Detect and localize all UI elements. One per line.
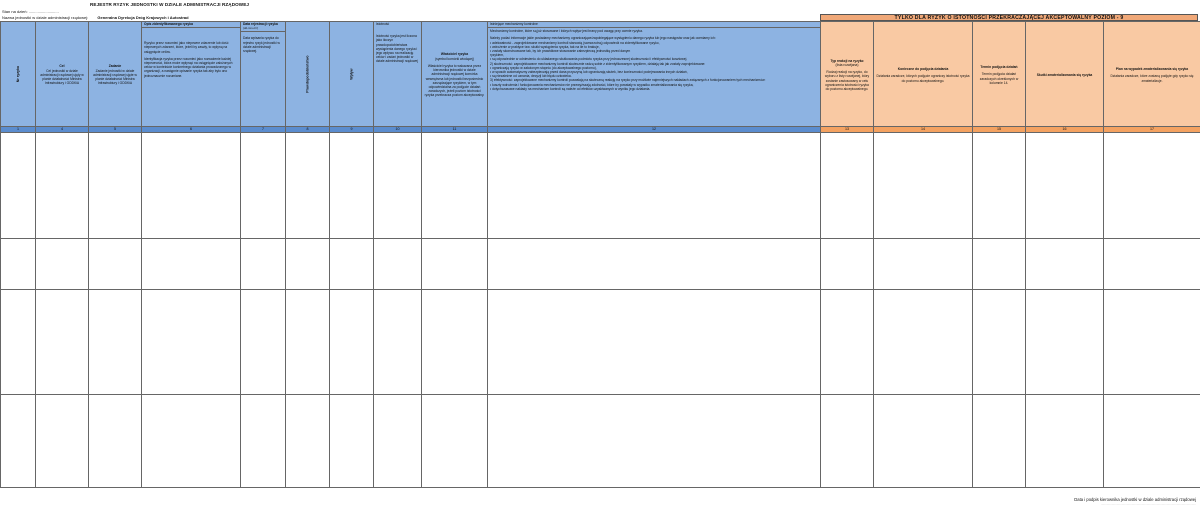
col-skutki-title: Skutki zmaterializowania się ryzyka [1036,72,1093,77]
table-cell[interactable] [874,395,973,488]
col-mechanizmy-title: Istniejące mechanizmy kontrolne [488,22,820,28]
col-opis-desc2: Identyfikacja ryzyka przez rozumieć jako rozważenie każdej niepewności, która może wpłynąć na osiągnięcie założonych celów w kontekście konkretnego działania prowadzonego w organizacji, a następnie opisanie ryzyka tak aby było ono jednoznacznie rozumiane. [144,56,233,78]
table-cell[interactable] [36,395,89,488]
col-cel-title: Cel [59,64,65,69]
table-cell[interactable] [89,395,142,488]
col-cel [36,22,89,127]
col-prawdopodobienstwo: Prawdopodobieństwo [286,22,330,127]
signature-line: .................................................................................................................. [1100,502,1196,506]
col-data-title: Data rejestracji ryzyka [243,22,278,26]
table-cell[interactable] [142,290,241,395]
col-nr-ryzyka: Nr ryzyka [1,22,36,127]
table-cell[interactable] [241,395,286,488]
col-zadanie [89,22,142,127]
table-cell[interactable] [973,133,1026,239]
table-cell[interactable] [241,239,286,290]
table-cell[interactable] [1,133,36,239]
unit-name: Generalna Dyrekcja Dróg Krajowych i Autostrad [97,15,189,20]
table-cell[interactable] [874,290,973,395]
table-cell[interactable] [874,239,973,290]
col-num: 1 [1,127,36,133]
table-cell[interactable] [821,239,874,290]
table-cell[interactable] [821,395,874,488]
col-opis-desc1: Ryzyko przez rozumieć jako niepewne zdarzenie lub dość niepewnych zdarzeń, które, jeżeli by zaszły, to wpłyną na osiągnięcie celów. [144,41,229,54]
col-zadanie-desc: Zadanie jednostki w dziale administracji rządowej ujęte w planie działalności Ministra Infrastruktury i GDDKiA [93,68,137,86]
col-mechanizmy [488,22,821,127]
col-termin-title: Termin podjęcia działań [980,65,1018,70]
table-cell[interactable] [89,133,142,239]
table-cell[interactable] [1,290,36,395]
table-cell[interactable] [973,290,1026,395]
col-num: 13 [821,127,874,133]
table-cell[interactable] [1104,290,1200,395]
table-cell[interactable] [89,239,142,290]
table-cell[interactable] [1104,239,1200,290]
col-num: 6 [142,127,241,133]
col-num: 8 [286,127,330,133]
col-num: 12 [488,127,821,133]
col-typ-reakcji [821,22,874,127]
table-cell[interactable] [374,395,422,488]
table-cell[interactable] [1,239,36,290]
table-cell[interactable] [973,395,1026,488]
table-cell[interactable] [422,395,488,488]
col-wplyw: Wpływ [330,22,374,127]
col-cel-desc: Cel jednostki w dziale administracji rządowej ujęty w planie działalności Ministra Infrastruktury i GDDKiA [40,68,84,86]
signature-label: Data i podpis kierownika jednostki w dziale administracji rządowej [1074,497,1196,502]
table-cell[interactable] [1104,395,1200,488]
risk-register-table [0,21,1200,488]
col-zadanie-title: Zadanie [108,64,122,69]
col-termin [973,22,1026,127]
col-num: 11 [422,127,488,133]
col-opis-ryzyka [142,22,241,127]
table-cell[interactable] [374,290,422,395]
table-cell[interactable] [286,133,330,239]
table-cell[interactable] [36,239,89,290]
col-wlasciciel-title: Właściciel ryzyka [440,52,469,57]
col-opis-title: Opis zidentyfikowanego ryzyka [142,22,240,28]
col-data-desc: Data wpisania ryzyka do rejestru ryzyk jednostki w dziale administracji rządowej. [243,36,280,54]
table-cell[interactable] [821,133,874,239]
table-row [1,395,1200,488]
table-cell[interactable] [1104,133,1200,239]
table-cell[interactable] [241,290,286,395]
table-cell[interactable] [286,395,330,488]
col-dzialania-desc: Działania zaradcze, których podjęcie ograniczy istotność ryzyka do poziomu akceptowalnego. [876,74,970,83]
table-cell[interactable] [488,395,821,488]
col-num: 5 [89,127,142,133]
state-date-label: Stan na dzień: ........................... [2,9,59,14]
state-date-line [2,9,59,14]
table-cell[interactable] [142,395,241,488]
col-plan-title: Plan na wypadek zmaterializowania się ryzyka [1115,67,1189,72]
table-cell[interactable] [1,395,36,488]
table-cell[interactable] [488,133,821,239]
col-mechanizmy-lines: Mechanizmy kontrolne, które są już stosowane i których wpływ jest brany pod uwagę przy ocenie ryzyka. Należy podać informacje jakie posiadamy mechanizmy ograniczające/zapobiegające wystąpieniu danego ryzyka lub jego następstw oraz jak oceniamy ich: • adekwatność - zaprojektowane mechanizmy kontroli stanowią (samorzutną) odpowiedź na zidentyfikowane ryzyko, • wdrożenie w praktyce tzw. skutki wystąpienia ryzyka, tak na ile to brakuje, • zostały skonstruowane tak, by ich prawidłowe stosowanie zabezpieczą jednostkę przed danym ryzykiem, • są odpowiednie w odniesieniu do układanego skutkowania podmiotu ryzyka przy jednoczesnej skuteczności i efektywności kosztowej. 2) skuteczność: zaprojektowane mechanizmy kontroli skutecznie radzą sobie z zidentyfikowanym ryzykiem, działają tak jak zostały zaprojektowane: • ograniczają ryzyko w założonym stopniu (do akceptowalnego poziomu), • w sposób automatyczny zabezpieczają przed dana przyczyną lub ograniczają skutek, bez konieczności podejmowania innych działań, • są niezależne od uznania, decyzji lub błędu człowieka. 3) efektywność: zaprojektowane mechanizmy kontroli pozwalają na skuteczną reakcję na ryzyko przy możliwie najmniejszych nakładach związanych z funkcjonowaniem tych mechanizmów: • koszty wdrożenia i funkcjonowania mechanizmów nie przewyższają zdolności, które by powstały w wypadku zmaterializowania się ryzyka, • dotychczasowe nakłady na mechanizm kontroli są należe od efektów uzyskiwanych w wyniku jego działania. [490,29,766,91]
table-cell[interactable] [142,133,241,239]
col-istotnosc-title: Istotność [376,22,390,26]
table-cell[interactable] [422,239,488,290]
col-typ-sub: (lista rozwijana) [835,62,859,67]
table-cell[interactable] [874,133,973,239]
table-cell[interactable] [422,133,488,239]
col-istotnosc-desc: Istotność ryzyka jest liczona jako iloczyn prawdopodobieństwa wystąpienia danego ryzyka i jego wpływu na realizację celów i zadań jednostki w dziale administracji rządowej [376,34,418,64]
col-plan-desc: Działania zaradcze, które zostaną podjęte gdy ryzyko się zmaterializuje. [1110,74,1194,83]
col-num: 16 [1026,127,1104,133]
table-cell[interactable] [1026,239,1104,290]
col-wlasciciel [422,22,488,127]
table-cell[interactable] [286,239,330,290]
table-cell[interactable] [1026,133,1104,239]
table-cell[interactable] [330,133,374,239]
table-cell[interactable] [36,133,89,239]
table-cell[interactable] [241,133,286,239]
unit-name-line [2,15,189,20]
table-cell[interactable] [286,290,330,395]
unit-label: Nazwa jednostki w dziale administracji rządowej: [2,15,89,20]
table-cell[interactable] [36,290,89,395]
table-cell[interactable] [330,290,374,395]
col-wlasciciel-desc: Właściciel ryzyka to wskazana przez kierownika jednostki w dziale administracji rządowej komórka wewnętrzna lub jednostki bezpośrednio zarządzające ryzykiem, w tym odpowiedzialna za podjęcie działań zaradczych, jeżeli poziom istotności ryzyka przekracza poziom akceptowalny. [424,63,485,98]
table-row [1,290,1200,395]
col-wlasciciel-sub: (symbol komórki wiodącej) [435,56,474,61]
table-cell[interactable] [374,133,422,239]
col-data-rejestracji [241,22,286,127]
col-data-sub: (dd-mm-rrrr) [243,26,259,31]
table-cell[interactable] [422,290,488,395]
table-cell[interactable] [142,239,241,290]
col-dzialania [874,22,973,127]
high-risk-banner: TYLKO DLA RYZYK O ISTOTNOŚCI PRZEKRACZAJĄCEJ AKCEPTOWALNY POZIOM - 9 [820,14,1198,21]
table-cell[interactable] [821,290,874,395]
register-title: REJESTR RYZYK JEDNOSTKI W DZIALE ADMINISTRACJI RZĄDOWEJ [90,2,250,7]
col-num: 17 [1104,127,1200,133]
table-cell[interactable] [1026,290,1104,395]
header-row [1,22,1200,127]
col-istotnosc [374,22,422,127]
table-cell[interactable] [488,290,821,395]
table-cell[interactable] [374,239,422,290]
col-num: 9 [330,127,374,133]
table-row [1,239,1200,290]
table-cell[interactable] [488,239,821,290]
table-row [1,133,1200,239]
col-num: 10 [374,127,422,133]
col-plan [1104,22,1200,127]
col-skutki [1026,22,1104,127]
col-num: 4 [36,127,89,133]
table-cell[interactable] [1026,395,1104,488]
col-dzialania-title: Konieczne do podjęcia działania [897,67,949,72]
table-cell[interactable] [330,395,374,488]
col-typ-title: Typ reakcji na ryzyko [830,58,864,63]
table-cell[interactable] [973,239,1026,290]
col-num: 14 [874,127,973,133]
col-num: 7 [241,127,286,133]
col-typ-desc: Rodzaj reakcji na ryzyko, do wyboru z listy rozwijanej, który zostanie zastosowany w celu ograniczenia istotności ryzyka do poziomu akceptowalnego. [824,70,870,91]
table-cell[interactable] [89,290,142,395]
col-termin-desc: Termin podjęcia działań zaradczych określonych w kolumnie 14. [979,72,1019,85]
col-num: 15 [973,127,1026,133]
table-cell[interactable] [330,239,374,290]
